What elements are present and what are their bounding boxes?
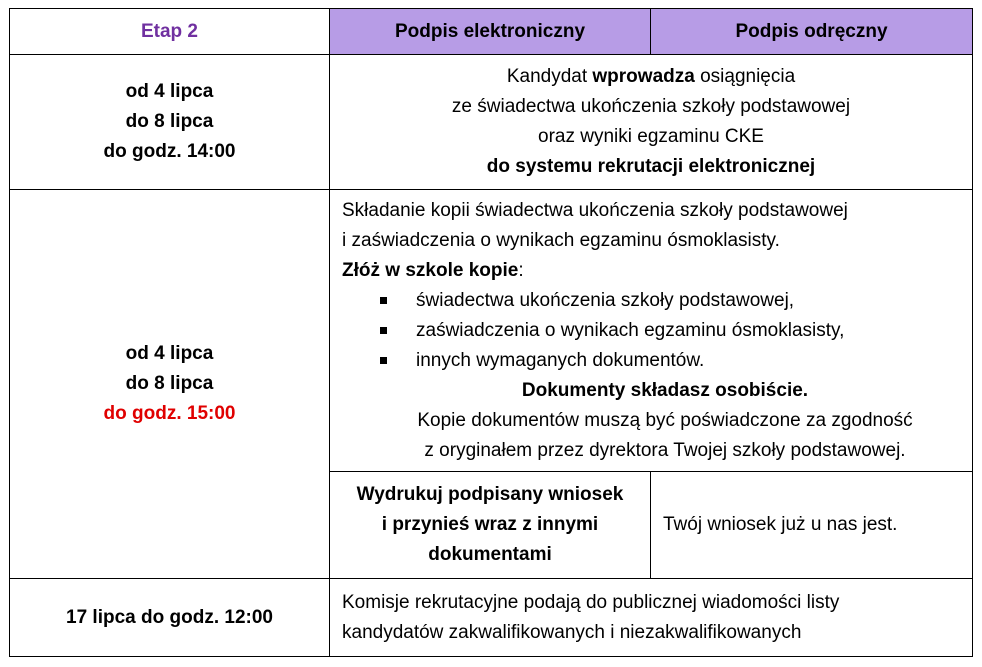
stage-header: Etap 2 [10,9,330,55]
date-cell: 17 lipca do godz. 12:00 [10,579,330,657]
date-cell [10,55,330,190]
description-line: kandydatów zakwalifikowanych i niezakwalifikowanych [342,621,802,643]
date-line: do godz. 14:00 [103,141,236,162]
personal-delivery-note: Dokumenty składasz osobiście. [521,379,809,401]
handwritten-signature-instruction: Twój wniosek już u nas jest. [651,472,973,579]
instruction-line: Złóż w szkole kopie: [342,259,524,281]
date-line: do 8 lipca [125,373,214,394]
documents-instructions [330,190,973,472]
description-line: ze świadectwa ukończenia szkoły podstawowej [451,96,851,117]
announcement-description [330,579,973,657]
certification-line: Kopie dokumentów muszą być poświadczone za zgodność [417,409,913,431]
list-item: innych wymaganych dokumentów. [380,346,962,376]
deadline-highlight: do godz. 15:00 [103,403,236,424]
description-line: Kandydat wprowadza osiągnięcia [506,66,796,87]
handwritten-signature-header: Podpis odręczny [651,9,973,55]
certification-line: z oryginałem przez dyrektora Twojej szkoły podstawowej. [424,439,906,461]
instruction-line: dokumentami [428,544,552,565]
instruction-line: i przynieś wraz z innymi [381,514,599,535]
date-line: do 8 lipca [125,111,214,132]
instruction-line: Wydrukuj podpisany wniosek [356,484,624,505]
instruction-line: i zaświadczenia o wynikach egzaminu ósmoklasisty. [342,229,780,251]
list-item: świadectwa ukończenia szkoły podstawowej, [380,286,962,316]
date-line: od 4 lipca [125,343,214,364]
date-cell [10,190,330,579]
documents-list [342,286,962,376]
entry-description [330,55,973,190]
table-row [10,190,973,472]
bullet-icon [380,327,387,334]
schedule-table [9,8,973,657]
table-row [10,579,973,657]
instruction-line: Składanie kopii świadectwa ukończenia szkoły podstawowej [342,199,848,221]
description-line: oraz wyniki egzaminu CKE [538,126,764,147]
list-item: zaświadczenia o wynikach egzaminu ósmoklasisty, [380,316,962,346]
header-row [10,9,973,55]
description-line: Komisje rekrutacyjne podają do publicznej wiadomości listy [342,591,840,613]
table-row [10,55,973,190]
date-line: od 4 lipca [125,81,214,102]
description-line: do systemu rekrutacji elektronicznej [486,156,816,177]
electronic-signature-header: Podpis elektroniczny [330,9,651,55]
electronic-signature-instruction [330,472,651,579]
bullet-icon [380,357,387,364]
bullet-icon [380,297,387,304]
